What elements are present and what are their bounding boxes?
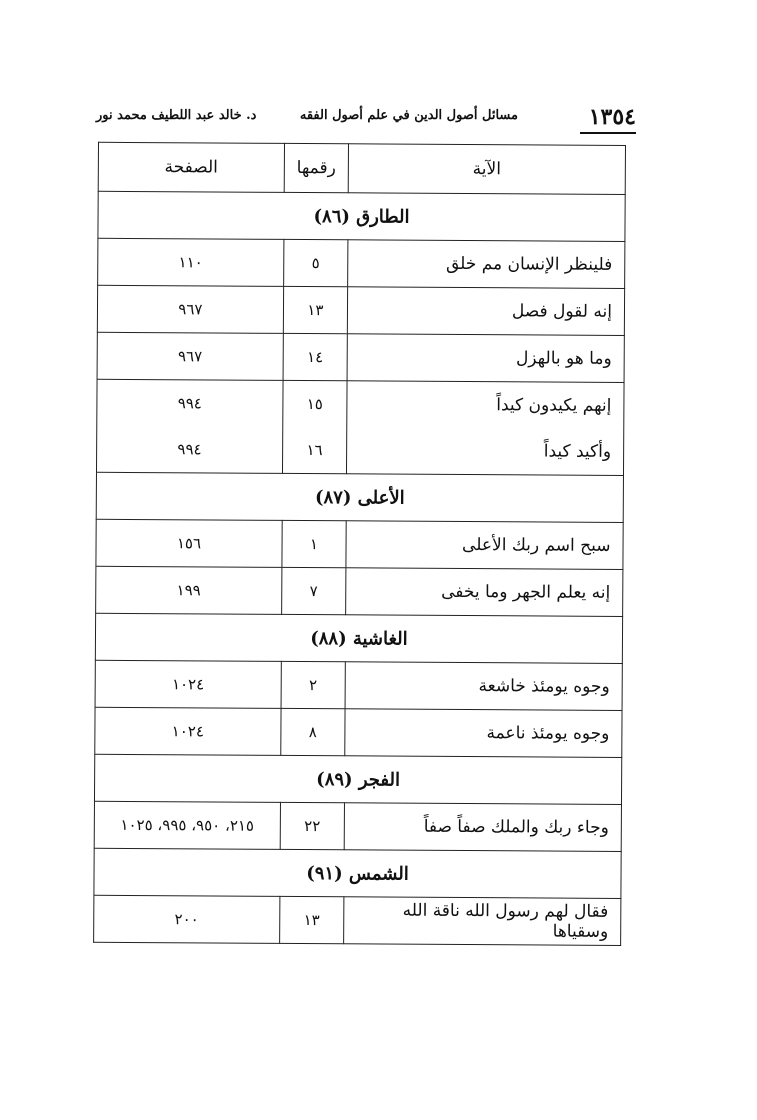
surah-title: الطارق (٨٦) bbox=[98, 191, 625, 241]
ayah-number: ١٤ bbox=[283, 333, 347, 380]
ayah-page: ٩٩٤ bbox=[177, 440, 202, 459]
ayah-text: وجوه يومئذ ناعمة bbox=[345, 709, 622, 758]
ayah-number: ٥ bbox=[283, 239, 347, 286]
ayah-number: ٢ bbox=[281, 661, 345, 708]
ayah-text-group bbox=[346, 381, 624, 476]
table-header-row bbox=[98, 142, 625, 194]
table-row bbox=[97, 332, 624, 382]
page-header bbox=[96, 104, 636, 136]
ayah-page: ١٥٦ bbox=[96, 519, 282, 567]
ayah-number: ١٥ bbox=[306, 395, 323, 414]
ayah-page: ٢٠٠ bbox=[94, 895, 280, 943]
surah-title: الشمس (٩١) bbox=[94, 848, 621, 898]
page-number: ١٣٥٤ bbox=[588, 104, 636, 130]
ayah-text: وجاء ربك والملك صفاً صفاً bbox=[344, 803, 621, 852]
ayah-text: فقال لهم رسول الله ناقة الله وسقياها bbox=[344, 897, 621, 946]
surah-row-ala bbox=[96, 472, 623, 522]
table-row bbox=[98, 238, 625, 288]
table-row-grouped bbox=[96, 379, 624, 475]
ayah-text: سبح اسم ربك الأعلى bbox=[346, 521, 623, 570]
ayah-page: ١٠٢٤ bbox=[95, 660, 281, 708]
ayah-page: ٢١٥، ٩٥٠، ٩٩٥، ١٠٢٥ bbox=[94, 801, 280, 849]
surah-row-fajr bbox=[94, 754, 621, 804]
ayah-page: ١١٠ bbox=[98, 238, 284, 286]
ayah-number: ٨ bbox=[281, 708, 345, 755]
ayah-page: ٩٦٧ bbox=[97, 285, 283, 333]
ayah-page: ١٩٩ bbox=[96, 566, 282, 614]
ayah-number-group bbox=[282, 380, 347, 473]
surah-row-ghashiya bbox=[95, 613, 622, 663]
table-row bbox=[95, 660, 622, 710]
ayah-page-group bbox=[96, 379, 282, 473]
ayah-page: ٩٩٤ bbox=[177, 394, 202, 413]
ayah-number: ١ bbox=[282, 520, 346, 567]
ayah-text: وجوه يومئذ خاشعة bbox=[345, 662, 622, 711]
column-header-ayah: الآية bbox=[348, 144, 625, 195]
table-row bbox=[97, 285, 624, 335]
ayah-number: ٧ bbox=[281, 567, 345, 614]
ayah-number: ١٣ bbox=[283, 286, 347, 333]
surah-title: الأعلى (٨٧) bbox=[96, 472, 623, 522]
book-title: مسائل أصول الدين في علم أصول الفقه bbox=[299, 108, 518, 123]
surah-title: الغاشية (٨٨) bbox=[95, 613, 622, 663]
column-header-number: رقمها bbox=[284, 143, 348, 192]
header-rule bbox=[580, 132, 636, 134]
ayah-text: وأكيد كيداً bbox=[543, 441, 612, 462]
surah-row-tariq bbox=[98, 191, 625, 241]
surah-row-shams bbox=[94, 848, 621, 898]
ayah-index-table bbox=[93, 142, 626, 946]
column-header-page: الصفحة bbox=[98, 142, 284, 192]
ayah-text: إنهم يكيدون كيداً bbox=[496, 395, 612, 416]
table-row bbox=[94, 801, 621, 851]
surah-title: الفجر (٨٩) bbox=[94, 754, 621, 804]
ayah-text: إنه يعلم الجهر وما يخفى bbox=[346, 568, 623, 617]
ayah-page: ٩٦٧ bbox=[97, 332, 283, 380]
ayah-text: إنه لقول فصل bbox=[347, 287, 624, 336]
ayah-number: ٢٢ bbox=[280, 802, 344, 849]
table-row bbox=[95, 707, 622, 757]
ayah-number: ١٣ bbox=[279, 896, 343, 943]
ayah-page: ١٠٢٤ bbox=[95, 707, 281, 755]
table-row bbox=[94, 895, 621, 945]
table-row bbox=[96, 519, 623, 569]
ayah-text: وما هو بالهزل bbox=[347, 334, 624, 383]
ayah-number: ١٦ bbox=[306, 441, 323, 460]
table-row bbox=[96, 566, 623, 616]
author-name: د. خالد عبد اللطيف محمد نور bbox=[96, 108, 257, 123]
ayah-text: فلينظر الإنسان مم خلق bbox=[348, 240, 625, 289]
